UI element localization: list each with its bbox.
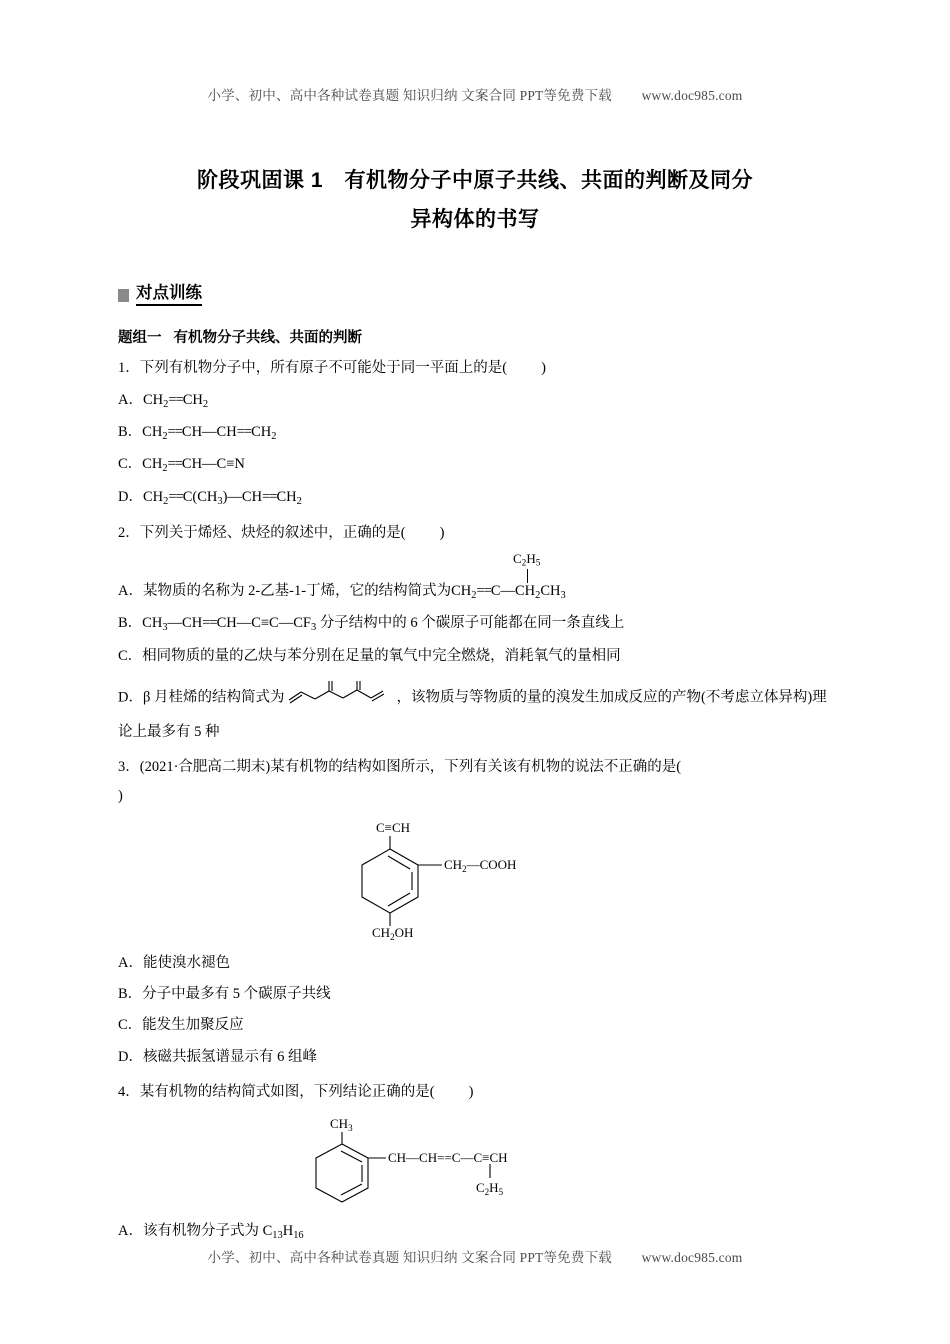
- option-label: A．: [118, 1223, 143, 1240]
- option-label: A．: [118, 954, 143, 971]
- option-label: D．: [118, 488, 143, 505]
- watermark-url: www.doc985.com: [641, 1250, 743, 1265]
- option-label: B．: [118, 615, 143, 632]
- option-label: D．: [118, 1048, 143, 1065]
- option-label: A．: [118, 391, 143, 408]
- question-1-tail: ): [541, 360, 546, 377]
- bond-vertical: [527, 569, 528, 583]
- watermark-text: 小学、初中、高中各种试卷真题 知识归纳 文案合同 PPT等免费下载: [207, 88, 612, 103]
- question-4-number: 4: [118, 1084, 126, 1100]
- question-2-tail: ): [439, 524, 445, 541]
- question-3-number: 3: [118, 759, 126, 776]
- question-2-option-d[interactable]: [118, 678, 832, 747]
- question-1-number: 1: [118, 360, 126, 377]
- option-text: 某物质的名称为 2-乙基-1-丁烯，它的结构简式为: [142, 583, 452, 600]
- title-line-2: 异构体的书写: [410, 207, 540, 231]
- option-formula: $CH_2==C(CH_3)—CH==CH_2$: [142, 488, 302, 507]
- group-topic: 有机物分子共线、共面的判断: [173, 330, 362, 347]
- structure-top-label: C≡CH: [376, 819, 411, 835]
- option-text-2: ，该物质与等物质的量的溴发生加成反应的产物(不考虑立体异构)理论上最多有 5 种: [118, 689, 827, 741]
- question-2-text: ．下列关于烯烃、炔烃的叙述中，正确的是(: [125, 524, 406, 541]
- question-4-structure-figure: [118, 1112, 832, 1213]
- option-text: 相同物质的量的乙炔与苯分别在足量的氧气中完全燃烧，消耗氧气的量相同: [142, 647, 621, 664]
- question-4-tail: ): [468, 1084, 474, 1100]
- question-3-option-c[interactable]: [118, 1011, 832, 1039]
- question-1-option-a[interactable]: [118, 386, 832, 415]
- structure-chain-label: CH—CH==C—C≡CH: [388, 1150, 508, 1166]
- question-2-option-b[interactable]: [118, 609, 832, 638]
- question-1-text: ．下列有机物分子中，所有原子不可能处于同一平面上的是(: [125, 360, 508, 377]
- option-label: A．: [118, 583, 143, 600]
- structure-ethyl-label: $C_2H_5$: [476, 1180, 504, 1198]
- question-1-option-b[interactable]: [118, 418, 832, 447]
- option-label: D．: [118, 689, 143, 706]
- structure-bottom-label: $CH_2OH$: [372, 924, 414, 942]
- structure-right-label: $CH_2—COOH$: [444, 856, 517, 874]
- watermark-url: www.doc985.com: [641, 88, 743, 103]
- question-3-option-b[interactable]: [118, 980, 832, 1008]
- question-2-number: 2: [118, 524, 126, 541]
- watermark-text: 小学、初中、高中各种试卷真题 知识归纳 文案合同 PPT等免费下载: [207, 1250, 612, 1265]
- option-text: 能使溴水褪色: [142, 954, 230, 971]
- question-3-structure-figure: [118, 816, 832, 941]
- question-group-header: [118, 326, 832, 347]
- title-line-1: 阶段巩固课 1 有机物分子中原子共线、共面的判断及同分: [196, 169, 753, 192]
- question-4-option-a[interactable]: [118, 1217, 832, 1246]
- watermark-top: [118, 0, 832, 104]
- question-2-option-c[interactable]: [118, 642, 832, 670]
- page-title: [118, 162, 832, 240]
- question-3-text: ．(2021·合肥高二期末)某有机物的结构如图所示，下列有关该有机物的说法不正确的是(: [125, 759, 682, 776]
- option-text: 分子中最多有 5 个碳原子共线: [142, 986, 331, 1003]
- option-formula: $CH_2==CH_2$: [142, 391, 209, 410]
- option-label: C．: [118, 1017, 143, 1034]
- option-formula: 该有机物分子式为 $C_{13}H_{16}$: [142, 1223, 304, 1242]
- option-label: C．: [118, 647, 143, 664]
- question-3-option-a[interactable]: [118, 949, 832, 977]
- option-formula: $CH_2==CH—CH==CH_2$: [142, 424, 277, 442]
- question-3-stem: [118, 753, 832, 810]
- option-label: B．: [118, 424, 143, 441]
- question-1-option-c[interactable]: [118, 450, 832, 479]
- myrcene-structure-icon: [285, 678, 397, 718]
- watermark-bottom: [0, 1246, 950, 1266]
- question-4-stem: [118, 1078, 832, 1106]
- question-2-stem: [118, 519, 832, 547]
- question-3-option-d[interactable]: [118, 1043, 832, 1071]
- structure-methyl-label: $CH_3$: [330, 1116, 353, 1134]
- option-label: B．: [118, 986, 143, 1003]
- question-2-option-a[interactable]: [118, 577, 832, 606]
- question-1-option-d[interactable]: [118, 483, 832, 512]
- option-label: C．: [118, 456, 143, 473]
- question-2-option-a-branch-row: [118, 547, 832, 581]
- square-bullet-icon: [118, 289, 129, 302]
- question-4-text: ．某有机物的结构简式如图，下列结论正确的是(: [125, 1084, 435, 1100]
- option-text: 核磁共振氢谱显示有 6 组峰: [142, 1048, 317, 1065]
- section-header: [118, 284, 832, 307]
- option-text: 能发生加聚反应: [142, 1017, 244, 1034]
- question-3-tail: ): [118, 787, 123, 804]
- branch-group-label: $C_2H_5$: [513, 551, 541, 569]
- option-formula: $CH_3—CH==CH—C\equiv C—CF_3$ 分子结构中的 6 个碳原子可能都在同一条直线上: [142, 615, 625, 634]
- question-1-stem: [118, 354, 832, 382]
- group-name: 题组一: [118, 330, 162, 347]
- option-formula: $CH_2==C—CH_2CH_3$: [451, 583, 566, 601]
- section-title: 对点训练: [136, 284, 202, 307]
- option-formula: $CH_2==CH—C\equiv N$: [142, 456, 245, 475]
- option-text: β 月桂烯的结构简式为: [142, 689, 285, 706]
